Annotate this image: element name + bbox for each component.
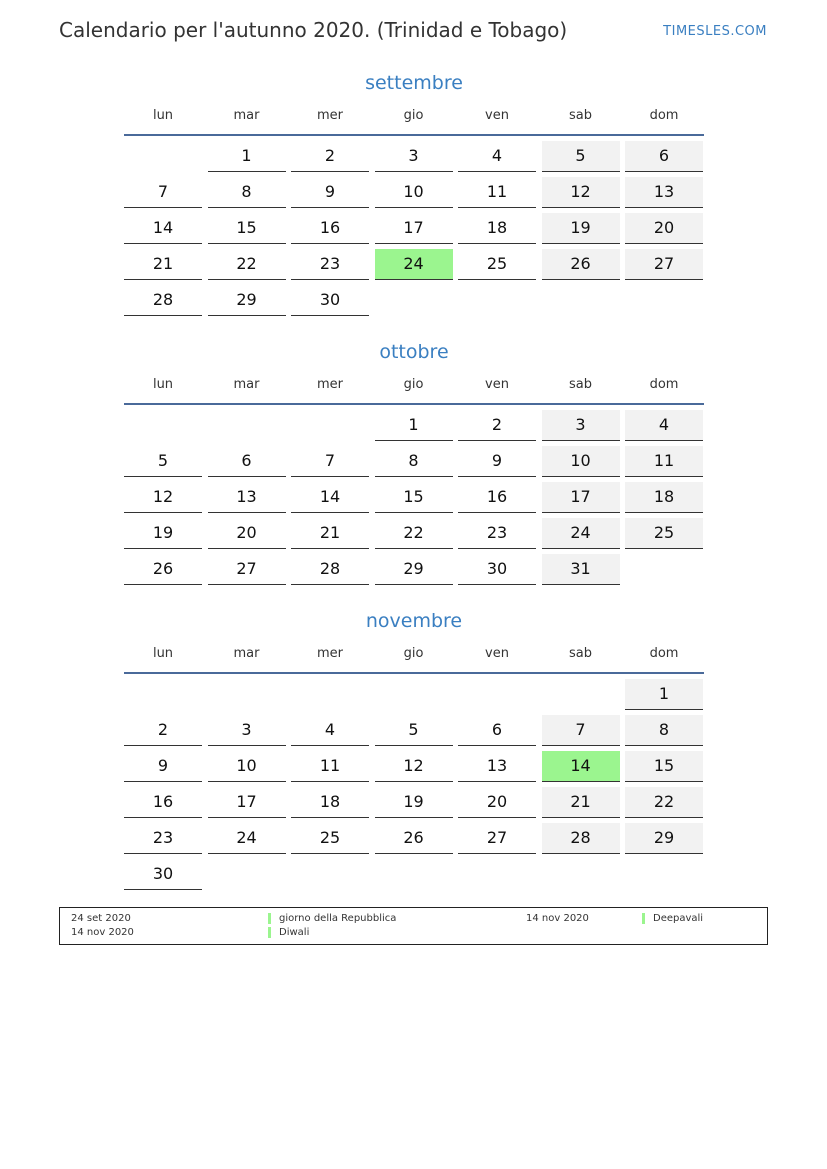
day-cell: 31 — [542, 554, 620, 585]
weekday-label: dom — [649, 646, 679, 661]
day-cell: 18 — [625, 482, 703, 513]
day-cell: 3 — [375, 141, 453, 172]
day-cell: 8 — [625, 715, 703, 746]
day-cell: 18 — [458, 213, 536, 244]
day-cell: 1 — [208, 141, 286, 172]
day-cell: 12 — [124, 482, 202, 513]
day-cell: 15 — [375, 482, 453, 513]
legend-date: 24 set 2020 — [71, 913, 131, 924]
day-cell: 26 — [542, 249, 620, 280]
day-cell: 2 — [124, 715, 202, 746]
weekday-header — [124, 373, 704, 405]
day-cell: 5 — [375, 715, 453, 746]
day-cell: 4 — [458, 141, 536, 172]
day-cell: 25 — [625, 518, 703, 549]
day-cell: 27 — [208, 554, 286, 585]
day-cell: 11 — [458, 177, 536, 208]
day-cell: 6 — [208, 446, 286, 477]
day-cell: 26 — [124, 554, 202, 585]
weekday-label: ven — [485, 108, 509, 123]
day-cell: 6 — [458, 715, 536, 746]
month-title: novembre — [365, 610, 463, 632]
day-cell: 17 — [208, 787, 286, 818]
day-cell: 26 — [375, 823, 453, 854]
day-cell: 21 — [291, 518, 369, 549]
day-cell: 17 — [542, 482, 620, 513]
day-cell: 15 — [625, 751, 703, 782]
day-cell: 9 — [458, 446, 536, 477]
weekday-label: gio — [403, 377, 424, 392]
day-cell: 4 — [291, 715, 369, 746]
day-cell: 7 — [542, 715, 620, 746]
weekday-label: gio — [403, 108, 424, 123]
weekday-label: mar — [233, 108, 260, 123]
day-cell: 20 — [625, 213, 703, 244]
day-cell: 1 — [375, 410, 453, 441]
day-cell: 23 — [291, 249, 369, 280]
brand-link[interactable]: TIMESLES.COM — [663, 24, 767, 39]
day-cell: 16 — [291, 213, 369, 244]
day-cell: 27 — [625, 249, 703, 280]
day-cell: 16 — [458, 482, 536, 513]
day-cell: 10 — [542, 446, 620, 477]
day-cell: 30 — [458, 554, 536, 585]
month-settembre — [124, 70, 704, 309]
weekday-label: mar — [233, 646, 260, 661]
month-ottobre — [124, 339, 704, 578]
day-cell: 20 — [458, 787, 536, 818]
weekday-label: sab — [569, 108, 592, 123]
day-cell: 15 — [208, 213, 286, 244]
day-cell: 13 — [208, 482, 286, 513]
day-cell: 17 — [375, 213, 453, 244]
day-cell: 22 — [208, 249, 286, 280]
day-cell: 10 — [375, 177, 453, 208]
weekday-label: mer — [316, 377, 343, 392]
day-cell: 10 — [208, 751, 286, 782]
month-title: ottobre — [379, 341, 449, 363]
month-novembre — [124, 608, 704, 883]
day-cell: 4 — [625, 410, 703, 441]
day-cell: 19 — [375, 787, 453, 818]
day-cell: 8 — [375, 446, 453, 477]
day-cell: 23 — [458, 518, 536, 549]
weekday-label: lun — [152, 108, 174, 123]
day-cell: 7 — [124, 177, 202, 208]
holiday-legend — [59, 907, 768, 945]
legend-date: 14 nov 2020 — [526, 913, 589, 924]
day-cell: 11 — [625, 446, 703, 477]
day-cell: 29 — [625, 823, 703, 854]
day-cell: 28 — [542, 823, 620, 854]
day-cell: 11 — [291, 751, 369, 782]
weekday-label: ven — [485, 646, 509, 661]
day-cell: 21 — [542, 787, 620, 818]
weekday-label: mar — [233, 377, 260, 392]
day-cell: 19 — [124, 518, 202, 549]
day-cell: 30 — [124, 859, 202, 890]
day-cell: 13 — [625, 177, 703, 208]
day-cell: 18 — [291, 787, 369, 818]
day-cell: 30 — [291, 285, 369, 316]
day-cell: 24 — [208, 823, 286, 854]
day-cell: 2 — [291, 141, 369, 172]
day-cell: 29 — [208, 285, 286, 316]
weekday-label: mer — [316, 646, 343, 661]
day-cell: 23 — [124, 823, 202, 854]
weekday-label: ven — [485, 377, 509, 392]
legend-holiday-name: Diwali — [268, 927, 309, 938]
holiday-day-cell: 24 — [375, 249, 453, 280]
day-cell: 7 — [291, 446, 369, 477]
weekday-label: sab — [569, 377, 592, 392]
day-cell: 12 — [375, 751, 453, 782]
day-cell: 21 — [124, 249, 202, 280]
day-cell: 5 — [124, 446, 202, 477]
legend-holiday-name: giorno della Repubblica — [268, 913, 396, 924]
day-cell: 9 — [124, 751, 202, 782]
day-cell: 12 — [542, 177, 620, 208]
day-cell: 19 — [542, 213, 620, 244]
legend-holiday-name: Deepavali — [642, 913, 703, 924]
day-cell: 20 — [208, 518, 286, 549]
weekday-label: mer — [316, 108, 343, 123]
day-cell: 13 — [458, 751, 536, 782]
day-cell: 27 — [458, 823, 536, 854]
holiday-day-cell: 14 — [542, 751, 620, 782]
weekday-label: sab — [569, 646, 592, 661]
weekday-header — [124, 104, 704, 136]
day-cell: 16 — [124, 787, 202, 818]
day-cell: 14 — [291, 482, 369, 513]
weekday-label: dom — [649, 108, 679, 123]
weekday-label: gio — [403, 646, 424, 661]
weekday-header — [124, 642, 704, 674]
weekday-label: lun — [152, 646, 174, 661]
day-cell: 1 — [625, 679, 703, 710]
month-title: settembre — [365, 72, 463, 94]
weekday-label: lun — [152, 377, 174, 392]
day-cell: 14 — [124, 213, 202, 244]
day-cell: 3 — [542, 410, 620, 441]
day-cell: 28 — [291, 554, 369, 585]
day-cell: 6 — [625, 141, 703, 172]
day-cell: 22 — [625, 787, 703, 818]
day-cell: 25 — [291, 823, 369, 854]
day-cell: 22 — [375, 518, 453, 549]
day-cell: 8 — [208, 177, 286, 208]
weekday-label: dom — [649, 377, 679, 392]
legend-date: 14 nov 2020 — [71, 927, 134, 938]
day-cell: 9 — [291, 177, 369, 208]
legend-row — [60, 913, 767, 926]
day-cell: 5 — [542, 141, 620, 172]
day-cell: 29 — [375, 554, 453, 585]
legend-row — [60, 927, 767, 940]
day-cell: 25 — [458, 249, 536, 280]
day-cell: 24 — [542, 518, 620, 549]
day-cell: 2 — [458, 410, 536, 441]
day-cell: 3 — [208, 715, 286, 746]
day-cell: 28 — [124, 285, 202, 316]
page-title: Calendario per l'autunno 2020. (Trinidad e Tobago) — [59, 18, 568, 42]
